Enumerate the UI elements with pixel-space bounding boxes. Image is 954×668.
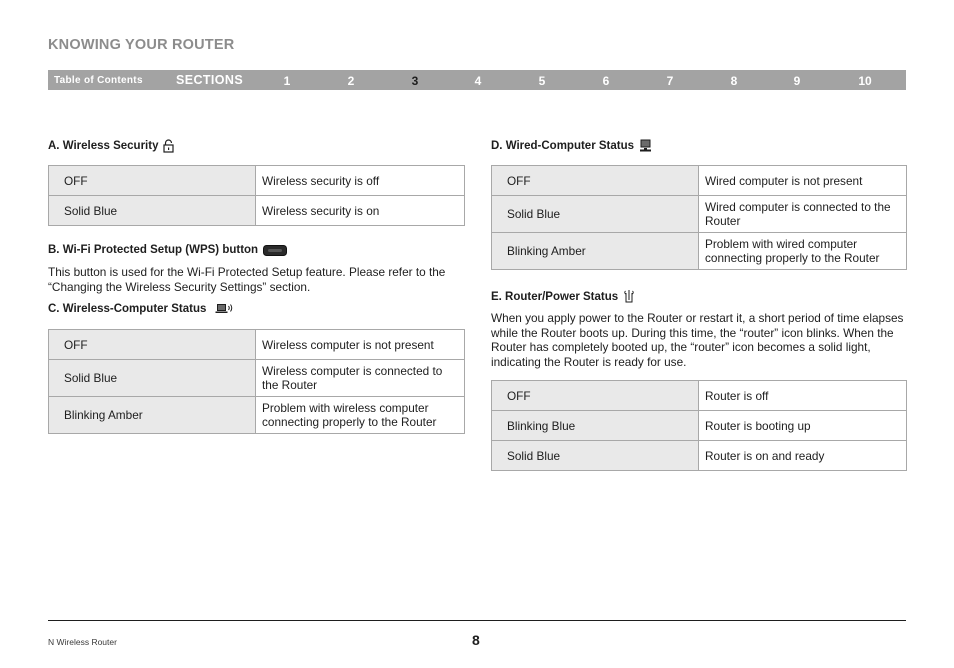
section-link-5[interactable]: 5 <box>538 74 546 88</box>
description-cell: Router is off <box>699 381 907 411</box>
section-d-title: D. Wired-Computer Status <box>491 139 635 152</box>
section-link-4[interactable]: 4 <box>474 74 482 88</box>
section-link-3[interactable]: 3 <box>411 74 419 88</box>
state-cell: OFF <box>492 381 699 411</box>
table-row <box>49 330 465 360</box>
footer-divider <box>48 620 906 621</box>
router-icon <box>623 289 635 304</box>
section-b-heading <box>48 244 287 256</box>
state-cell: Blinking Blue <box>492 411 699 441</box>
wireless-computer-status-table <box>48 329 465 434</box>
wps-description: This button is used for the Wi-Fi Protected Setup feature. Please refer to the “Changing the Wireless Security Settings” section. <box>48 265 446 294</box>
section-e-title: E. Router/Power Status <box>491 290 619 303</box>
section-navbar <box>48 70 906 90</box>
section-link-10[interactable]: 10 <box>858 74 872 88</box>
padlock-icon <box>163 139 174 153</box>
table-row <box>492 411 907 441</box>
wireless-laptop-icon <box>215 302 233 315</box>
table-row <box>492 196 907 233</box>
page-number: 8 <box>472 632 480 648</box>
description-cell: Router is on and ready <box>699 441 907 471</box>
description-cell: Problem with wireless computer connecting properly to the Router <box>256 397 465 434</box>
description-cell: Wired computer is connected to the Router <box>699 196 907 233</box>
desktop-computer-icon <box>639 139 652 152</box>
router-power-status-table <box>491 380 907 471</box>
description-cell: Wireless security is on <box>256 196 465 226</box>
state-cell: OFF <box>492 166 699 196</box>
section-d-heading <box>491 139 652 152</box>
table-row <box>492 233 907 270</box>
description-cell: Wireless computer is not present <box>256 330 465 360</box>
section-b-title: B. Wi-Fi Protected Setup (WPS) button <box>48 244 259 256</box>
section-link-6[interactable]: 6 <box>602 74 610 88</box>
wps-button-icon <box>263 245 287 256</box>
page-title: KNOWING YOUR ROUTER <box>48 37 235 53</box>
table-of-contents-link[interactable]: Table of Contents <box>54 75 143 86</box>
state-cell: Solid Blue <box>492 196 699 233</box>
footer-product-name: N Wireless Router <box>48 637 117 647</box>
section-e-heading <box>491 289 635 304</box>
state-cell: Blinking Amber <box>49 397 256 434</box>
state-cell: Solid Blue <box>49 196 256 226</box>
description-cell: Router is booting up <box>699 411 907 441</box>
section-link-7[interactable]: 7 <box>666 74 674 88</box>
table-row <box>492 166 907 196</box>
table-row <box>49 166 465 196</box>
state-cell: Solid Blue <box>492 441 699 471</box>
router-power-description: When you apply power to the Router or restart it, a short period of time elapses while the Router boots up. During this time, the “router” icon blinks. When the Router has completely booted up, the “router” icon becomes a solid light, indicating the Router is ready for use. <box>491 311 904 369</box>
wired-computer-status-table <box>491 165 907 270</box>
table-row <box>49 397 465 434</box>
table-row <box>492 441 907 471</box>
section-link-8[interactable]: 8 <box>730 74 738 88</box>
description-cell: Wired computer is not present <box>699 166 907 196</box>
section-c-title: C. Wireless-Computer Status <box>48 302 207 315</box>
description-cell: Wireless computer is connected to the Router <box>256 360 465 397</box>
section-a-heading <box>48 139 174 153</box>
wireless-security-table <box>48 165 465 226</box>
section-link-2[interactable]: 2 <box>347 74 355 88</box>
table-row <box>49 360 465 397</box>
table-row <box>492 381 907 411</box>
sections-label: SECTIONS <box>176 73 244 87</box>
section-a-title: A. Wireless Security <box>48 140 159 152</box>
state-cell: OFF <box>49 166 256 196</box>
description-cell: Problem with wired computer connecting properly to the Router <box>699 233 907 270</box>
description-cell: Wireless security is off <box>256 166 465 196</box>
state-cell: Solid Blue <box>49 360 256 397</box>
section-c-heading <box>48 302 233 315</box>
section-link-1[interactable]: 1 <box>283 74 291 88</box>
state-cell: Blinking Amber <box>492 233 699 270</box>
state-cell: OFF <box>49 330 256 360</box>
table-row <box>49 196 465 226</box>
section-link-9[interactable]: 9 <box>793 74 801 88</box>
